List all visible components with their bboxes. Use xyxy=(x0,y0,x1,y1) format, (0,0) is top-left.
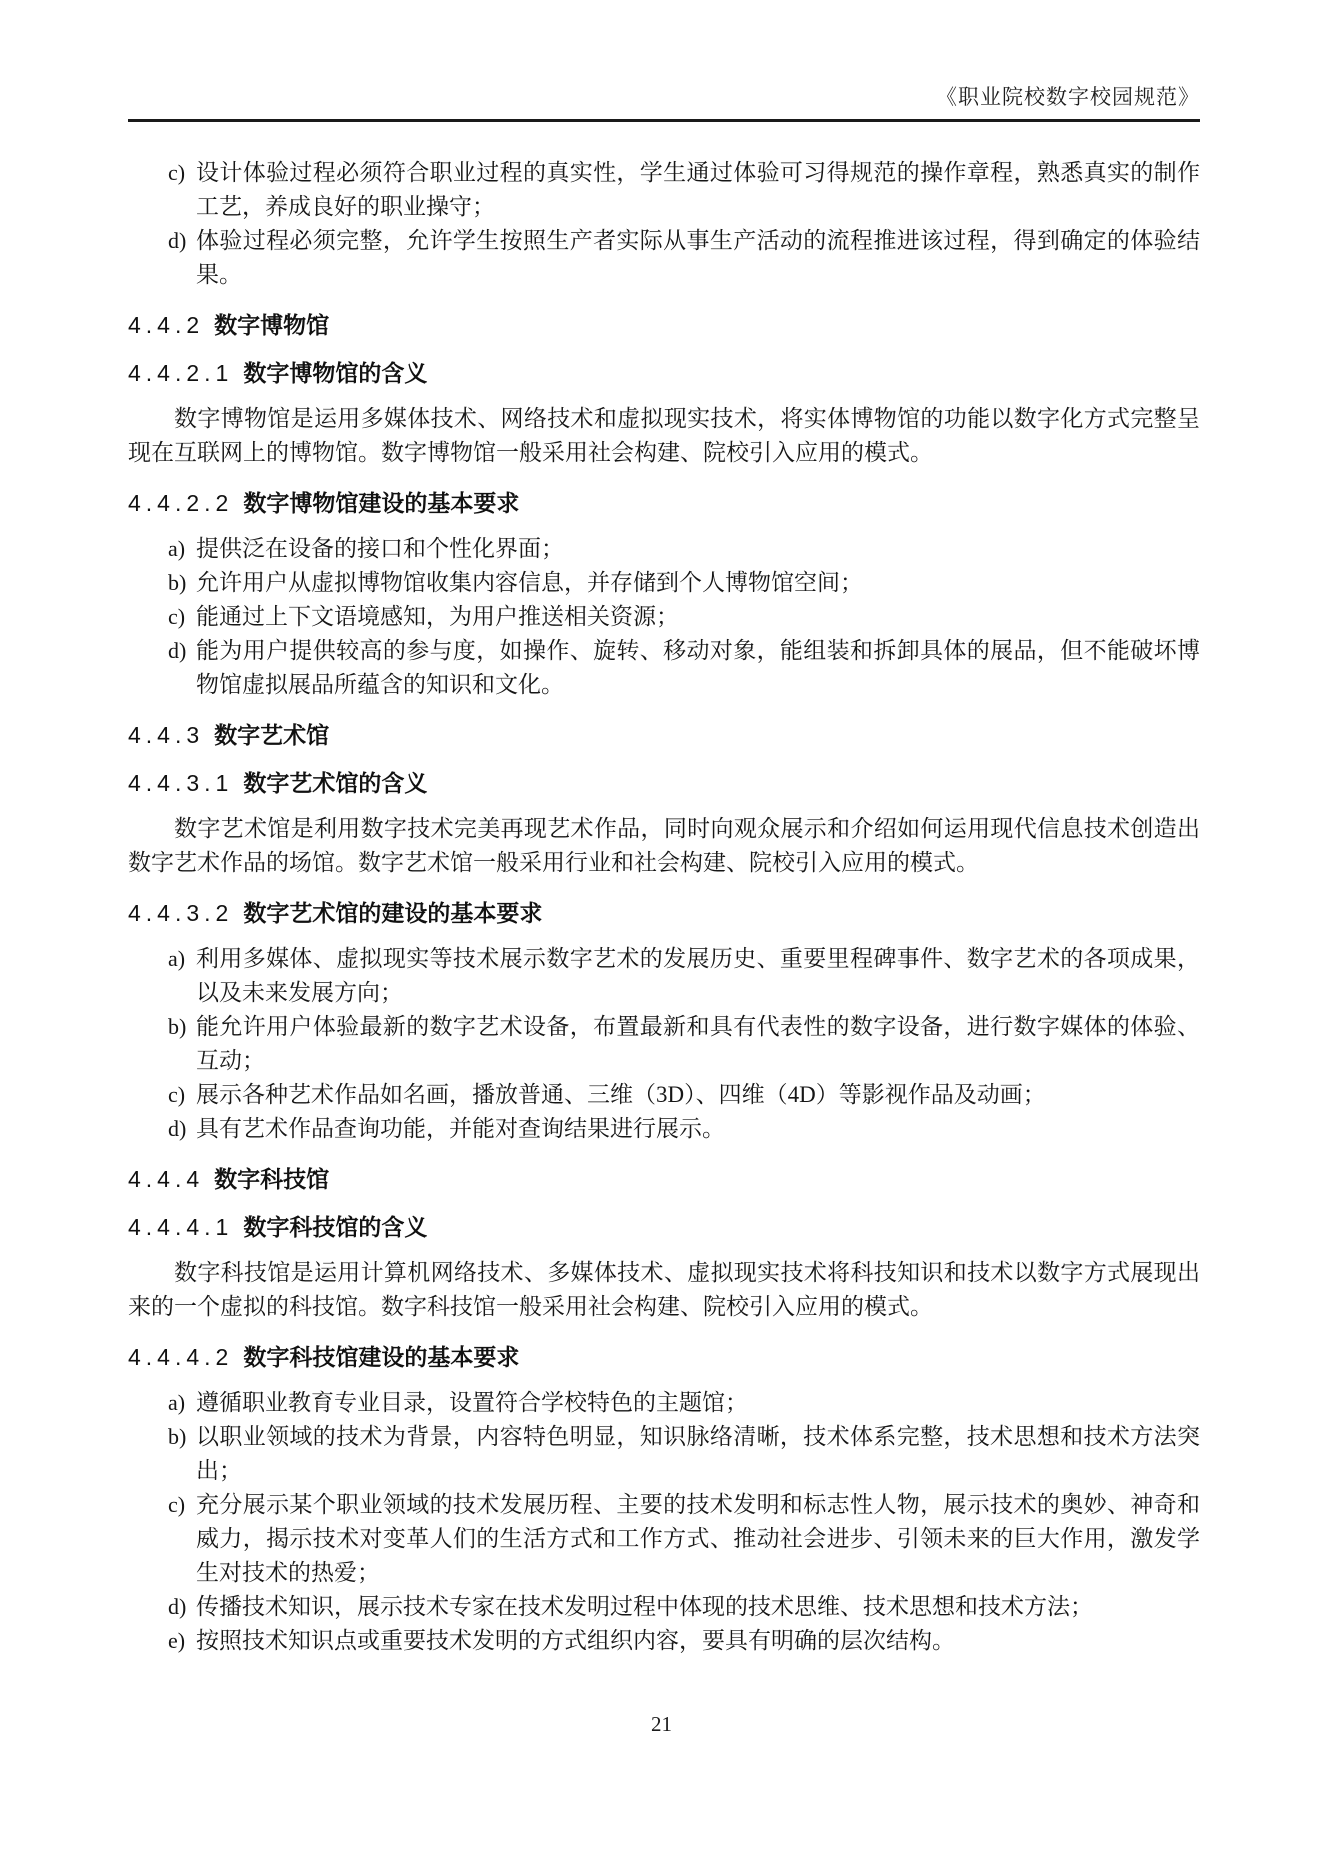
subsection-number: 4.4.3.2 xyxy=(128,900,234,926)
list-marker: b) xyxy=(168,1424,187,1449)
list-item xyxy=(128,1590,1200,1624)
list-item xyxy=(128,942,1200,1010)
list-item-text: 允许用户从虚拟博物馆收集内容信息，并存储到个人博物馆空间； xyxy=(196,570,863,595)
running-head: 《职业院校数字校园规范》 xyxy=(936,85,1200,109)
section-heading xyxy=(128,1164,1200,1194)
list-item xyxy=(128,634,1200,702)
list-item xyxy=(128,224,1200,292)
list-marker: d) xyxy=(168,1594,187,1619)
list-item xyxy=(128,1078,1200,1112)
subsection-heading xyxy=(128,898,1200,928)
list-item-text: 体验过程必须完整，允许学生按照生产者实际从事生产活动的流程推进该过程，得到确定的体验结果。 xyxy=(196,228,1200,287)
list-item-text: 充分展示某个职业领域的技术发展历程、主要的技术发明和标志性人物，展示技术的奥妙、神奇和威力，揭示技术对变革人们的生活方式和工作方式、推动社会进步、引领未来的巨大作用，激发学生对技术的热爱； xyxy=(196,1492,1200,1585)
list-marker: b) xyxy=(168,570,187,595)
page-number: 21 xyxy=(651,1712,672,1736)
list-item-text: 提供泛在设备的接口和个性化界面； xyxy=(196,536,564,561)
section-title: 数字艺术馆 xyxy=(214,722,330,748)
header-rule xyxy=(128,119,1200,122)
list-item xyxy=(128,1420,1200,1488)
body-paragraph: 数字艺术馆是利用数字技术完美再现艺术作品，同时向观众展示和介绍如何运用现代信息技术创造出数字艺术作品的场馆。数字艺术馆一般采用行业和社会构建、院校引入应用的模式。 xyxy=(128,816,1200,875)
subsection-title: 数字博物馆建设的基本要求 xyxy=(243,490,520,516)
continued-list xyxy=(128,156,1200,292)
subsection-number: 4.4.4.2 xyxy=(128,1344,234,1370)
subsection-heading xyxy=(128,1342,1200,1372)
page-header xyxy=(128,86,1200,122)
subsection-title: 数字科技馆建设的基本要求 xyxy=(243,1344,520,1370)
list-item-text: 传播技术知识，展示技术专家在技术发明过程中体现的技术思维、技术思想和技术方法； xyxy=(196,1594,1093,1619)
list-item-text: 利用多媒体、虚拟现实等技术展示数字艺术的发展历史、重要里程碑事件、数字艺术的各项成果，以及未来发展方向； xyxy=(196,946,1200,1005)
section-title: 数字科技馆 xyxy=(214,1166,330,1192)
list-marker: e) xyxy=(168,1628,186,1653)
list-item xyxy=(128,156,1200,224)
list-item-text: 遵循职业教育专业目录，设置符合学校特色的主题馆； xyxy=(196,1390,748,1415)
subsection-heading xyxy=(128,1212,1200,1242)
list-marker: b) xyxy=(168,1014,187,1039)
requirements-list xyxy=(128,532,1200,702)
list-marker: c) xyxy=(168,1492,186,1517)
list-item xyxy=(128,1010,1200,1078)
subsection-heading xyxy=(128,488,1200,518)
list-item xyxy=(128,1112,1200,1146)
section-title: 数字博物馆 xyxy=(214,312,330,338)
subsection-title: 数字博物馆的含义 xyxy=(243,360,428,386)
list-marker: d) xyxy=(168,638,187,663)
list-item-text: 以职业领域的技术为背景，内容特色明显，知识脉络清晰，技术体系完整，技术思想和技术方法突出； xyxy=(196,1424,1200,1483)
list-item-text: 按照技术知识点或重要技术发明的方式组织内容，要具有明确的层次结构。 xyxy=(196,1628,955,1653)
section-number: 4.4.3 xyxy=(128,722,205,748)
list-marker: c) xyxy=(168,604,186,629)
subsection-title: 数字科技馆的含义 xyxy=(243,1214,428,1240)
list-marker: d) xyxy=(168,228,187,253)
list-item-text: 具有艺术作品查询功能，并能对查询结果进行展示。 xyxy=(196,1116,725,1141)
subsection-number: 4.4.4.1 xyxy=(128,1214,234,1240)
list-item-text: 能允许用户体验最新的数字艺术设备，布置最新和具有代表性的数字设备，进行数字媒体的体验、互动； xyxy=(196,1014,1200,1073)
section-heading xyxy=(128,310,1200,340)
list-item xyxy=(128,1386,1200,1420)
body-paragraph: 数字博物馆是运用多媒体技术、网络技术和虚拟现实技术，将实体博物馆的功能以数字化方式完整呈现在互联网上的博物馆。数字博物馆一般采用社会构建、院校引入应用的模式。 xyxy=(128,406,1200,465)
subsection-number: 4.4.3.1 xyxy=(128,770,234,796)
list-marker: a) xyxy=(168,946,186,971)
section-number: 4.4.2 xyxy=(128,312,205,338)
body-paragraph: 数字科技馆是运用计算机网络技术、多媒体技术、虚拟现实技术将科技知识和技术以数字方式展现出来的一个虚拟的科技馆。数字科技馆一般采用社会构建、院校引入应用的模式。 xyxy=(128,1260,1200,1319)
list-marker: c) xyxy=(168,160,186,185)
section-heading xyxy=(128,720,1200,750)
list-marker: a) xyxy=(168,536,186,561)
list-item-text: 能通过上下文语境感知，为用户推送相关资源； xyxy=(196,604,679,629)
list-item-text: 展示各种艺术作品如名画，播放普通、三维（3D）、四维（4D）等影视作品及动画； xyxy=(196,1082,1046,1107)
subsection-number: 4.4.2.2 xyxy=(128,490,234,516)
subsection-number: 4.4.2.1 xyxy=(128,360,234,386)
subsection-heading xyxy=(128,358,1200,388)
list-item xyxy=(128,1488,1200,1590)
requirements-list xyxy=(128,942,1200,1146)
subsection-title: 数字艺术馆的含义 xyxy=(243,770,428,796)
list-item xyxy=(128,566,1200,600)
subsection-heading xyxy=(128,768,1200,798)
list-marker: c) xyxy=(168,1082,186,1107)
section-number: 4.4.4 xyxy=(128,1166,205,1192)
list-item-text: 能为用户提供较高的参与度，如操作、旋转、移动对象，能组装和拆卸具体的展品，但不能破坏博物馆虚拟展品所蕴含的知识和文化。 xyxy=(196,638,1200,697)
list-item xyxy=(128,600,1200,634)
list-marker: d) xyxy=(168,1116,187,1141)
list-item xyxy=(128,1624,1200,1658)
list-item xyxy=(128,532,1200,566)
subsection-title: 数字艺术馆的建设的基本要求 xyxy=(243,900,543,926)
list-item-text: 设计体验过程必须符合职业过程的真实性，学生通过体验可习得规范的操作章程，熟悉真实的制作工艺，养成良好的职业操守； xyxy=(196,160,1200,219)
list-marker: a) xyxy=(168,1390,186,1415)
requirements-list xyxy=(128,1386,1200,1658)
